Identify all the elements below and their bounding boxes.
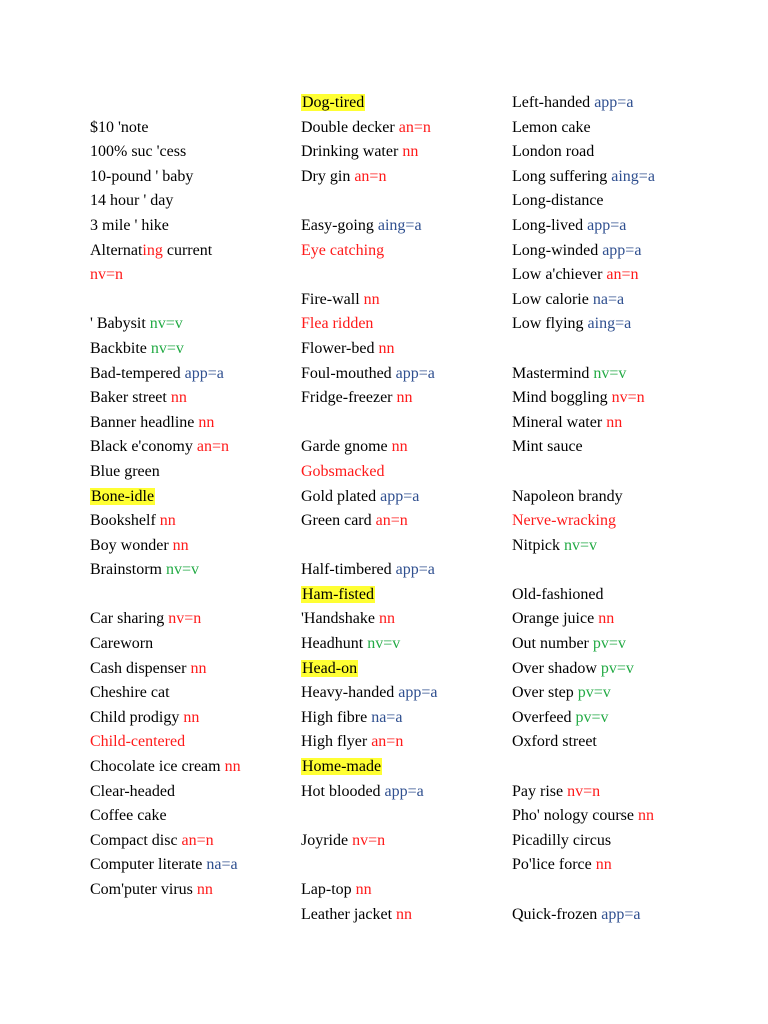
entry-text: Compact disc [90, 831, 182, 849]
entry-text: Pho' nology course [512, 807, 638, 825]
list-item [90, 165, 300, 190]
list-item [512, 853, 722, 878]
entry-text: Car sharing [90, 610, 169, 628]
tag-label: nn [402, 143, 419, 161]
entry-text: 3 mile ' hike [90, 216, 169, 234]
tag-label: an=n [606, 266, 639, 284]
tag-label: nv=n [611, 389, 645, 407]
tag-label: ing [142, 241, 163, 259]
tag-label: nn [198, 413, 215, 431]
blank-line [301, 804, 511, 829]
list-item [90, 829, 300, 854]
entry-text: Orange juice [512, 610, 599, 628]
highlighted-entry: Home-made [302, 758, 382, 776]
entry-text: Picadilly circus [512, 831, 612, 849]
list-item [512, 681, 722, 706]
tag-label: nv=v [166, 561, 200, 579]
list-item [512, 485, 722, 510]
list-item [301, 116, 511, 141]
entry-text: Po'lice force [512, 856, 596, 874]
entry-text: Napoleon brandy [512, 487, 623, 505]
tag-label: nv=v [367, 635, 401, 653]
entry-text: Old-fashioned [512, 585, 604, 603]
entry-text: nv=n [90, 266, 124, 284]
entry-text: Clear-headed [90, 782, 175, 800]
entry-text: Joyride [301, 831, 353, 849]
entry-text: Flea ridden [301, 315, 374, 333]
tag-label: app=a [587, 216, 627, 234]
entry-text: Garde gnome [301, 438, 392, 456]
tag-label: nn [378, 610, 395, 628]
list-item [90, 214, 300, 239]
list-item [90, 485, 300, 510]
column-2 [301, 91, 511, 927]
highlighted-entry: Ham-fisted [302, 585, 374, 603]
entry-text: Cash dispenser [90, 659, 191, 677]
tag-label: nn [224, 758, 241, 776]
tag-label: pv=v [577, 684, 611, 702]
list-item [301, 583, 511, 608]
blank-line [512, 755, 722, 780]
entry-text: Left-handed [512, 94, 595, 111]
entry-text: Child prodigy [90, 708, 184, 726]
tag-label: pv=v [575, 708, 609, 726]
tag-label: app=a [398, 684, 438, 702]
entry-text: Dry gin [301, 167, 355, 185]
tag-label: app=a [184, 364, 224, 382]
entry-text: Mineral water [512, 413, 607, 431]
list-item [90, 632, 300, 657]
list-item [512, 288, 722, 313]
entry-text: Flower-bed [301, 339, 379, 357]
entry-text: 14 hour ' day [90, 192, 174, 210]
tag-label: app=a [594, 94, 634, 111]
tag-label: nv=n [168, 610, 202, 628]
tag-label: nn [196, 881, 213, 898]
list-item [301, 829, 511, 854]
highlighted-entry: Bone-idle [91, 487, 155, 505]
list-item [512, 583, 722, 608]
tag-label: app=a [380, 487, 420, 505]
entry-text: Brainstorm [90, 561, 166, 579]
entry-text: Headhunt [301, 635, 368, 653]
entry-text: Out number [512, 635, 593, 653]
entry-text: Nitpick [512, 536, 564, 554]
entry-text: Low flying [512, 315, 588, 333]
list-item [90, 534, 300, 559]
tag-label: nv=v [149, 315, 183, 333]
list-item [301, 288, 511, 313]
tag-label: nn [190, 659, 207, 677]
list-item [301, 706, 511, 731]
tag-label: nn [183, 708, 200, 726]
list-item [301, 509, 511, 534]
tag-label: an=n [196, 438, 229, 456]
entry-text: Drinking water [301, 143, 403, 161]
tag-label: nn [396, 389, 413, 407]
entry-text: London road [512, 143, 595, 161]
list-item [512, 263, 722, 288]
entry-text: Fridge-freezer [301, 389, 397, 407]
list-item [512, 189, 722, 214]
entry-text: $10 'note [90, 118, 149, 136]
list-item [512, 116, 722, 141]
tag-label: pv=v [600, 659, 634, 677]
blank-line [301, 853, 511, 878]
list-item [301, 362, 511, 387]
list-item [512, 903, 722, 928]
list-item [301, 239, 511, 264]
list-item [90, 509, 300, 534]
list-item [90, 386, 300, 411]
entry-text: Long-distance [512, 192, 604, 210]
entry-text: Mind boggling [512, 389, 612, 407]
entry-text: Heavy-handed [301, 684, 399, 702]
list-item [512, 362, 722, 387]
entry-text: Long-lived [512, 216, 588, 234]
blank-line [301, 189, 511, 214]
entry-text: Careworn [90, 635, 154, 653]
list-item [301, 607, 511, 632]
list-item [90, 435, 300, 460]
entry-text: Mastermind [512, 364, 594, 382]
column-3 [512, 91, 722, 927]
list-item [90, 657, 300, 682]
list-item [301, 337, 511, 362]
list-item [512, 386, 722, 411]
list-item [301, 485, 511, 510]
entry-text: 10-pound ' baby [90, 167, 194, 185]
entry-text: Lemon cake [512, 118, 591, 136]
entry-text: Fire-wall [301, 290, 364, 308]
tag-label: nn [159, 512, 176, 530]
column-1 [90, 91, 300, 903]
entry-text: Chocolate ice cream [90, 758, 225, 776]
list-item [301, 312, 511, 337]
list-item [90, 681, 300, 706]
list-item [512, 165, 722, 190]
entry-text: Backbite [90, 339, 151, 357]
highlighted-entry: Head-on [302, 659, 358, 677]
list-item [301, 780, 511, 805]
list-item [90, 460, 300, 485]
list-item [90, 337, 300, 362]
list-item [301, 632, 511, 657]
entry-text: Overfeed [512, 708, 576, 726]
tag-label: an=n [398, 118, 431, 136]
blank-line [90, 288, 300, 313]
entry-text: Cheshire cat [90, 684, 170, 702]
entry-text: Double decker [301, 118, 399, 136]
list-item [512, 657, 722, 682]
tag-label: aing=a [611, 167, 655, 185]
tag-label: aing=a [377, 216, 422, 234]
highlighted-entry: Dog-tired [302, 94, 365, 111]
list-item [301, 140, 511, 165]
list-item [512, 607, 722, 632]
entry-text: Easy-going [301, 216, 378, 234]
entry-text: Pay rise [512, 782, 568, 800]
entry-text: 'Handshake [301, 610, 379, 628]
blank-line [512, 337, 722, 362]
list-item [90, 239, 300, 264]
entry-text: current [162, 241, 213, 259]
entry-text: ' Babysit [90, 315, 150, 333]
list-item [301, 730, 511, 755]
tag-label: app=a [602, 241, 642, 259]
tag-label: nv=n [352, 831, 386, 849]
entry-text: Oxford street [512, 733, 597, 751]
entry-text: Blue green [90, 462, 160, 480]
blank-line [90, 91, 300, 116]
list-item [90, 730, 300, 755]
list-item [301, 91, 511, 116]
entry-text: Long suffering [512, 167, 612, 185]
entry-text: Bookshelf [90, 512, 160, 530]
list-item [301, 681, 511, 706]
list-item [301, 460, 511, 485]
entry-text: Boy wonder [90, 536, 173, 554]
entry-text: Green card [301, 512, 376, 530]
list-item [301, 878, 511, 903]
tag-label: nn [170, 389, 187, 407]
list-item [512, 435, 722, 460]
entry-text: Long-winded [512, 241, 603, 259]
tag-label: nv=v [150, 339, 184, 357]
entry-text: Low a'chiever [512, 266, 607, 284]
blank-line [512, 878, 722, 903]
tag-label: app=a [395, 561, 435, 579]
list-item [301, 214, 511, 239]
tag-label: app=a [395, 364, 435, 382]
entry-text: Lap-top [301, 881, 356, 898]
entry-text: Black e'conomy [90, 438, 197, 456]
tag-label: app=a [384, 782, 424, 800]
list-item [90, 411, 300, 436]
tag-label: na=a [592, 290, 625, 308]
entry-text: Child-centered [90, 733, 186, 751]
entry-text: High fibre [301, 708, 372, 726]
entry-text: High flyer [301, 733, 372, 751]
list-item [512, 239, 722, 264]
list-item [90, 607, 300, 632]
tag-label: pv=v [592, 635, 626, 653]
tag-label: aing=a [587, 315, 632, 333]
list-item [90, 312, 300, 337]
entry-text: Baker street [90, 389, 171, 407]
entry-text: Hot blooded [301, 782, 385, 800]
tag-label: nn [355, 881, 372, 898]
blank-line [512, 460, 722, 485]
list-item [90, 804, 300, 829]
list-item [301, 558, 511, 583]
tag-label: an=n [181, 831, 214, 849]
entry-text: Half-timbered [301, 561, 396, 579]
tag-label: an=n [375, 512, 408, 530]
list-item [301, 903, 511, 928]
list-item [512, 632, 722, 657]
entry-text: Gobsmacked [301, 462, 385, 480]
list-item [512, 411, 722, 436]
tag-label: nn [598, 610, 615, 628]
list-item [512, 829, 722, 854]
list-item [512, 730, 722, 755]
tag-label: nn [363, 290, 380, 308]
entry-text: Alternat [90, 241, 143, 259]
list-item [512, 91, 722, 116]
list-item [90, 362, 300, 387]
tag-label: nn [172, 536, 189, 554]
tag-label: nn [606, 413, 623, 431]
tag-label: na=a [371, 708, 403, 726]
list-item [90, 853, 300, 878]
tag-label: app=a [601, 905, 641, 923]
entry-text: Coffee cake [90, 807, 167, 825]
blank-line [301, 263, 511, 288]
entry-text: Leather jacket [301, 905, 397, 923]
tag-label: an=n [354, 167, 387, 185]
tag-label: nn [595, 856, 612, 874]
list-item [512, 312, 722, 337]
tag-label: nv=v [593, 364, 627, 382]
entry-text: Nerve-wracking [512, 512, 616, 530]
list-item [90, 140, 300, 165]
entry-text: Gold plated [301, 487, 381, 505]
entry-text: Com'puter virus [90, 881, 197, 898]
list-item [512, 214, 722, 239]
list-item [90, 878, 300, 903]
entry-text: Over step [512, 684, 578, 702]
tag-label: nn [378, 339, 395, 357]
blank-line [512, 558, 722, 583]
entry-text: Foul-mouthed [301, 364, 396, 382]
entry-text: 100% suc 'cess [90, 143, 187, 161]
entry-text: Quick-frozen [512, 905, 602, 923]
list-item [512, 804, 722, 829]
list-item [301, 386, 511, 411]
list-item [301, 165, 511, 190]
list-item [90, 558, 300, 583]
list-item [90, 780, 300, 805]
blank-line [90, 583, 300, 608]
list-item [90, 263, 300, 288]
entry-text: Eye catching [301, 241, 385, 259]
entry-text: Mint sauce [512, 438, 583, 456]
list-item [90, 706, 300, 731]
list-item [512, 706, 722, 731]
list-item [301, 755, 511, 780]
entry-text: Bad-tempered [90, 364, 185, 382]
list-item [90, 189, 300, 214]
tag-label: an=n [371, 733, 404, 751]
entry-text: Over shadow [512, 659, 601, 677]
list-item [512, 140, 722, 165]
tag-label: nv=v [564, 536, 598, 554]
list-item [90, 755, 300, 780]
blank-line [301, 411, 511, 436]
list-item [90, 116, 300, 141]
list-item [512, 534, 722, 559]
list-item [512, 509, 722, 534]
entry-text: Low calorie [512, 290, 593, 308]
entry-text: Computer literate [90, 856, 207, 874]
list-item [301, 657, 511, 682]
tag-label: nn [396, 905, 413, 923]
list-item [512, 780, 722, 805]
tag-label: nv=n [567, 782, 601, 800]
blank-line [301, 534, 511, 559]
entry-text: Banner headline [90, 413, 199, 431]
tag-label: na=a [206, 856, 238, 874]
tag-label: nn [637, 807, 654, 825]
tag-label: nn [391, 438, 408, 456]
list-item [301, 435, 511, 460]
